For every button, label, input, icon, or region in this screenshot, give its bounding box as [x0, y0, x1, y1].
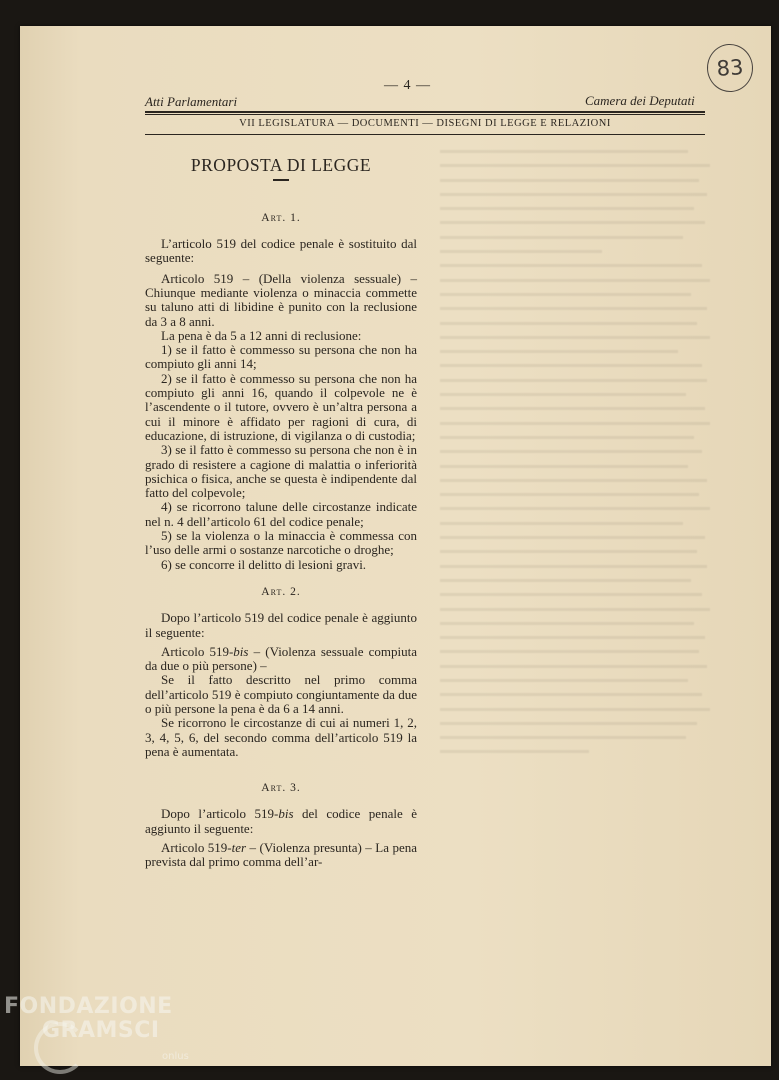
art-2-article-title: Articolo 519-bis – (Violenza sessuale compiuta da due o più persone) –	[145, 643, 417, 674]
art-2-heading: Art. 2.	[261, 585, 301, 598]
art-1-item: 3) se il fatto è commesso su persona che non è in grado di resistere a cagione di malattia o inferiorità psichica o fisica, anche se questa è indipendente dal fatto del colpevole;	[145, 442, 417, 501]
art-3-heading: Art. 3.	[261, 782, 301, 795]
header-right: Camera dei Deputati	[585, 93, 695, 108]
document-title: PROPOSTA DI LEGGE	[190, 155, 372, 175]
art-1-heading: Art. 1.	[261, 211, 301, 224]
art-1-item: 4) se ricorrono talune delle circostanze indicate nel n. 4 dell’articolo 61 del codice penale;	[145, 499, 417, 529]
art-2-paragraph: Se il fatto descritto nel primo comma dell’articolo 519 è compiuto congiuntamente da due o più persone la pena è da 6 a 14 anni.	[145, 672, 417, 716]
header-rule	[145, 111, 705, 113]
subheader-rule	[145, 134, 705, 135]
art-1-intro: L’articolo 519 del codice penale è sostituito dal seguente:	[145, 236, 417, 266]
page-number: — 4 —	[384, 78, 431, 93]
art-1-item: 5) se la violenza o la minaccia è commessa con l’uso delle armi o sostanze narcotiche o droghe;	[145, 528, 417, 558]
bleed-through-text	[440, 150, 710, 765]
header-rule-thin	[145, 114, 705, 115]
art-1-item: 1) se il fatto è commesso su persona che non ha compiuto gli anni 14;	[145, 342, 417, 372]
art-2-intro: Dopo l’articolo 519 del codice penale è aggiunto il seguente:	[145, 610, 417, 640]
header-left: Atti Parlamentari	[145, 94, 238, 109]
art-1-article-text: Articolo 519 – (Della violenza sessuale) – Chiunque mediante violenza o minaccia commette su taluno atti di libidine è punito con la reclusione da 3 a 8 anni.	[145, 270, 417, 329]
art-1-item: 6) se concorre il delitto di lesioni gravi.	[161, 556, 367, 572]
watermark-line2: GRAMSCI	[42, 1018, 160, 1043]
subheader: VII LEGISLATURA — DOCUMENTI — DISEGNI DI LEGGE E RELAZIONI	[239, 118, 611, 129]
art-1-penalty: La pena è da 5 a 12 anni di reclusione:	[161, 327, 362, 343]
fondazione-gramsci-watermark	[4, 994, 189, 1062]
art-2-paragraph: Se ricorrono le circostanze di cui ai numeri 1, 2, 3, 4, 5, 6, del secondo comma dell’articolo 519 la pena è aumentata.	[145, 715, 417, 759]
watermark-line1: FONDAZIONE	[4, 994, 173, 1019]
watermark-onlus: onlus	[162, 1051, 189, 1062]
art-3-article-text: Articolo 519-ter – (Violenza presunta) – La pena prevista dal primo comma dell’ar-	[145, 840, 417, 870]
title-dash	[273, 179, 289, 181]
gramsci-logo-icon	[34, 1022, 86, 1074]
main-column	[145, 150, 417, 870]
art-1-item: 2) se il fatto è commesso su persona che non ha compiuto gli anni 16, quando il colpevole ne è l’ascendente o il tutore, ovvero è un’altra persona a cui il minore è affidato per ragioni di cura, di educazione, di istruzione, di vigilanza o di custodia;	[145, 370, 417, 443]
art-3-intro: Dopo l’articolo 519-bis del codice penale è aggiunto il seguente:	[145, 806, 417, 836]
archive-number-stamp: 83	[705, 42, 754, 93]
